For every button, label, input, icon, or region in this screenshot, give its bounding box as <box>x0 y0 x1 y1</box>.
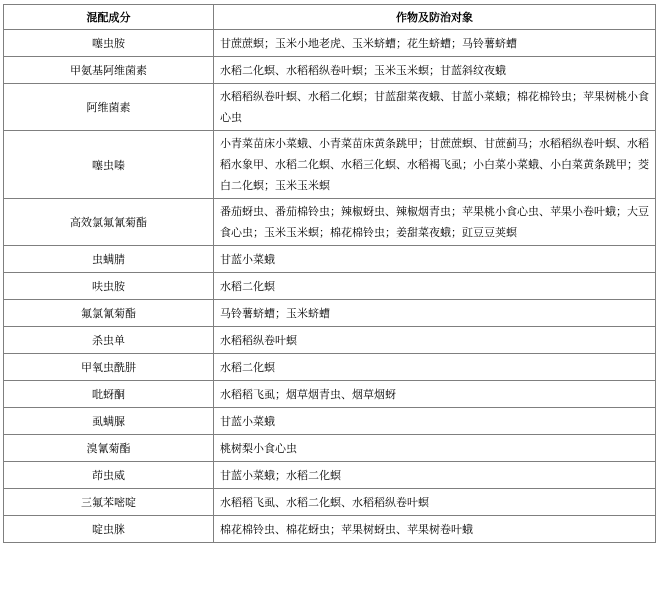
component-name: 高效氯氟氰菊酯 <box>4 199 214 246</box>
crop-target: 马铃薯蛴螬；玉米蛴螬 <box>214 300 656 327</box>
table-row <box>4 516 656 543</box>
crop-target: 番茄蚜虫、番茄棉铃虫；辣椒蚜虫、辣椒烟青虫；苹果桃小食心虫、苹果小卷叶蛾；大豆食心虫；玉米玉米螟；棉花棉铃虫；姜甜菜夜蛾；豇豆豆荚螟 <box>214 199 656 246</box>
component-name: 杀虫单 <box>4 327 214 354</box>
table-header-row <box>4 5 656 30</box>
component-name: 甲氧虫酰肼 <box>4 354 214 381</box>
crop-target: 水稻稻飞虱、水稻二化螟、水稻稻纵卷叶螟 <box>214 489 656 516</box>
crop-target: 水稻稻纵卷叶螟、水稻二化螟；甘蓝甜菜夜蛾、甘蓝小菜蛾；棉花棉铃虫；苹果树桃小食心虫 <box>214 84 656 131</box>
crop-target: 水稻稻纵卷叶螟 <box>214 327 656 354</box>
component-name: 阿维菌素 <box>4 84 214 131</box>
component-name: 氟氯氰菊酯 <box>4 300 214 327</box>
crop-target: 小青菜苗床小菜蛾、小青菜苗床黄条跳甲；甘蔗蔗螟、甘蔗蓟马；水稻稻纵卷叶螟、水稻稻水象甲、水稻二化螟、水稻三化螟、水稻褐飞虱；小白菜小菜蛾、小白菜黄条跳甲；茭白二化螟；玉米玉米螟 <box>214 131 656 199</box>
crop-target: 桃树梨小食心虫 <box>214 435 656 462</box>
component-name: 溴氰菊酯 <box>4 435 214 462</box>
table-row <box>4 327 656 354</box>
component-name: 呋虫胺 <box>4 273 214 300</box>
table-row <box>4 489 656 516</box>
table-row <box>4 273 656 300</box>
component-name: 甲氨基阿维菌素 <box>4 57 214 84</box>
component-name: 啶虫脒 <box>4 516 214 543</box>
header-mix-component: 混配成分 <box>4 5 214 30</box>
table-row <box>4 199 656 246</box>
component-name: 噻虫胺 <box>4 30 214 57</box>
crop-target: 棉花棉铃虫、棉花蚜虫；苹果树蚜虫、苹果树卷叶蛾 <box>214 516 656 543</box>
table-row <box>4 354 656 381</box>
crop-target: 甘蔗蔗螟；玉米小地老虎、玉米蛴螬；花生蛴螬；马铃薯蛴螬 <box>214 30 656 57</box>
crop-target: 甘蓝小菜蛾；水稻二化螟 <box>214 462 656 489</box>
table-row <box>4 381 656 408</box>
crop-target: 水稻二化螟、水稻稻纵卷叶螟；玉米玉米螟；甘蓝斜纹夜蛾 <box>214 57 656 84</box>
table-row <box>4 57 656 84</box>
crop-target: 水稻二化螟 <box>214 354 656 381</box>
component-name: 噻虫嗪 <box>4 131 214 199</box>
table-row <box>4 300 656 327</box>
table-row <box>4 246 656 273</box>
table-row <box>4 435 656 462</box>
component-name: 虱螨脲 <box>4 408 214 435</box>
crop-target: 水稻二化螟 <box>214 273 656 300</box>
table-row <box>4 131 656 199</box>
table-row <box>4 84 656 131</box>
component-name: 茚虫威 <box>4 462 214 489</box>
header-crop-target: 作物及防治对象 <box>214 5 656 30</box>
crop-target: 甘蓝小菜蛾 <box>214 246 656 273</box>
crop-target: 甘蓝小菜蛾 <box>214 408 656 435</box>
table-row <box>4 462 656 489</box>
pesticide-mix-table <box>3 4 656 543</box>
component-name: 虫螨腈 <box>4 246 214 273</box>
table-row <box>4 30 656 57</box>
component-name: 三氟苯嘧啶 <box>4 489 214 516</box>
crop-target: 水稻稻飞虱；烟草烟青虫、烟草烟蚜 <box>214 381 656 408</box>
component-name: 吡蚜酮 <box>4 381 214 408</box>
table-row <box>4 408 656 435</box>
